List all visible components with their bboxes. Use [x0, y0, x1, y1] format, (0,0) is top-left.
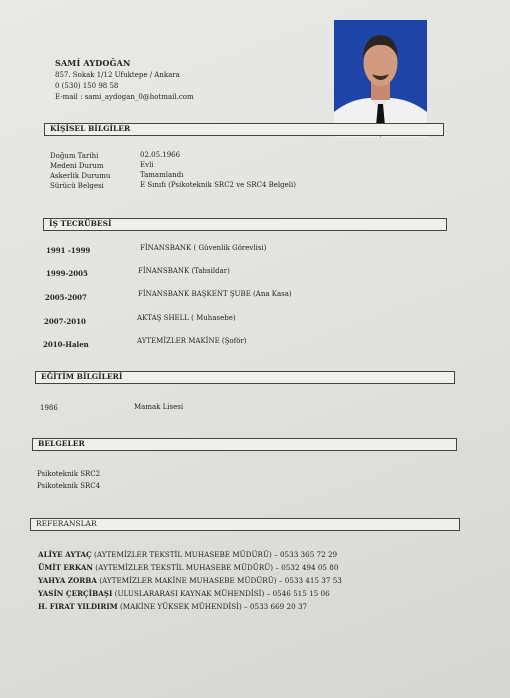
section-education: EĞİTİM BİLGİLERİ: [35, 371, 455, 384]
reference-item: [38, 576, 342, 585]
person-name: SAMİ AYDOĞAN: [55, 58, 131, 68]
section-personal-info: KİŞİSEL BİLGİLER: [44, 123, 444, 136]
section-certificates: BELGELER: [32, 438, 457, 451]
personal-value: Tamamlandı: [140, 171, 184, 179]
personal-label: Doğum Tarihi: [50, 152, 99, 160]
reference-item: [38, 602, 307, 611]
education-year: 1986: [40, 404, 58, 412]
experience-years: 2005-2007: [45, 293, 87, 302]
personal-label: Medeni Durum: [50, 162, 104, 170]
experience-company: FİNANSBANK ( Güvenlik Görevlisi): [140, 244, 267, 252]
certificate-item: Psikoteknik SRC2: [37, 470, 101, 478]
personal-label: Sürücü Belgesi: [50, 182, 104, 190]
experience-company: AYTEMİZLER MAKİNE (Şoför): [137, 337, 247, 345]
experience-company: FİNANSBANK (Tahsildar): [138, 267, 230, 275]
experience-years: 2007-2010: [44, 317, 86, 326]
email-line: E-mail : sami_aydogan_0@hotmail.com: [55, 93, 194, 101]
experience-years: 1991 -1999: [46, 246, 91, 255]
reference-name: ÜMİT ERKAN: [38, 563, 93, 572]
reference-item: [38, 550, 337, 559]
section-experience: İŞ TECRÜBESİ: [43, 218, 447, 231]
reference-name: YAHYA ZORBA: [38, 576, 97, 585]
experience-company: AKTAŞ SHELL ( Muhasebe): [137, 314, 236, 322]
reference-name: YASİN ÇERÇİBAŞI: [38, 589, 113, 598]
reference-detail: (AYTEMİZLER TEKSTİL MUHASEBE MÜDÜRÜ) – 0533 365 72 29: [94, 550, 338, 559]
certificate-item: Psikoteknik SRC4: [37, 482, 101, 490]
phone-line: 0 (530) 150 98 58: [55, 82, 119, 90]
reference-detail: (AYTEMİZLER MAKİNE MUHASEBE MÜDÜRÜ) – 0533 415 37 53: [99, 576, 342, 585]
education-school: Mamak Lisesi: [134, 403, 184, 411]
reference-detail: (MAKİNE YÜKSEK MÜHENDİSİ) – 0533 669 20 37: [120, 602, 308, 611]
address-line: 857. Sokak 1/12 Ufuktepe / Ankara: [55, 71, 180, 79]
experience-years: 1999-2005: [46, 269, 88, 278]
reference-item: [38, 563, 338, 572]
experience-company: FİNANSBANK BAŞKENT ŞUBE (Ana Kasa): [138, 290, 292, 298]
personal-value: 02.05.1966: [140, 151, 181, 159]
experience-years: 2010-Halen: [43, 340, 89, 349]
personal-value: E Sınıfı (Psikoteknik SRC2 ve SRC4 Belgeli): [140, 181, 297, 189]
reference-name: H. FIRAT YILDIRIM: [38, 602, 118, 611]
reference-name: ALİYE AYTAÇ: [38, 550, 92, 559]
section-references: REFERANSLAR: [30, 518, 460, 531]
profile-photo: [334, 20, 427, 137]
reference-detail: (AYTEMİZLER TEKSTİL MUHASEBE MÜDÜRÜ) – 0532 494 05 80: [95, 563, 339, 572]
reference-detail: (ULUSLARARASI KAYNAK MÜHENDİSİ) – 0546 515 15 06: [114, 589, 330, 598]
personal-label: Askerlik Durumu: [50, 172, 111, 180]
reference-item: [38, 589, 330, 598]
personal-value: Evli: [140, 161, 154, 169]
